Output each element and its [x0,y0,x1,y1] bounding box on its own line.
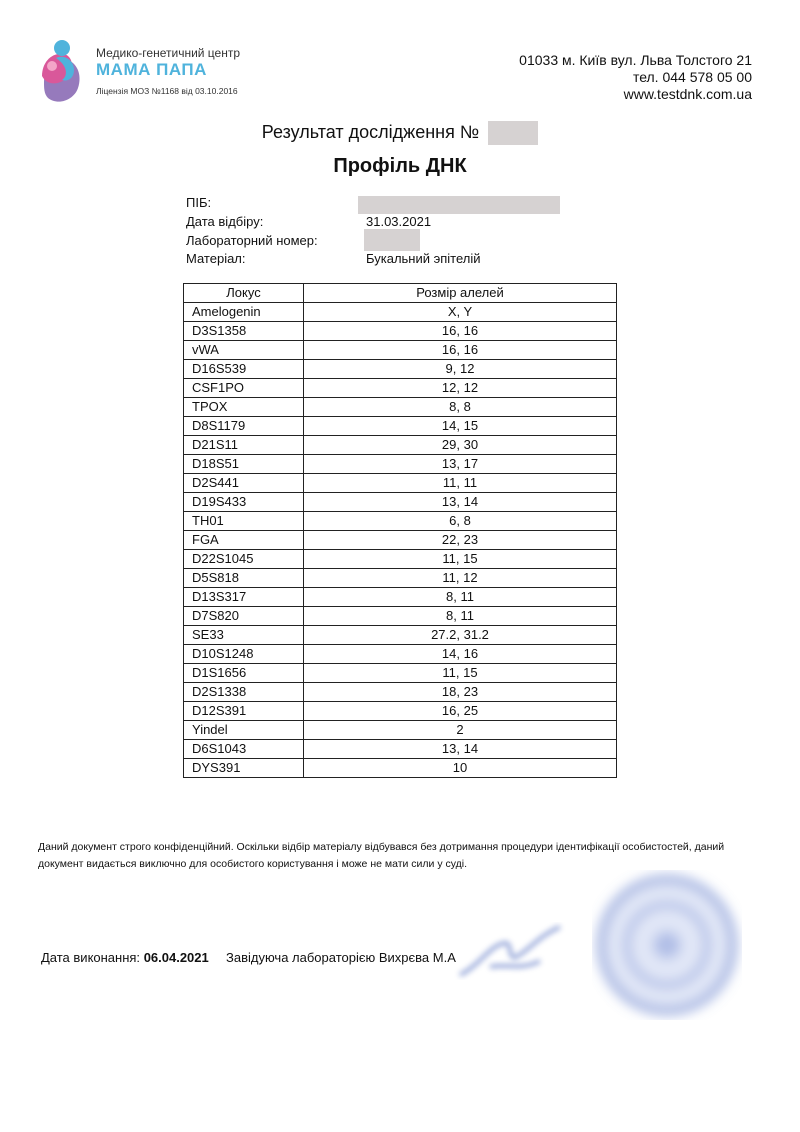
locus-column-header: Локус [184,284,304,303]
official-stamp [592,870,742,1020]
allele-column-header: Розмір алелей [304,284,617,303]
locus-cell: D7S820 [184,607,304,626]
allele-cell: 13, 17 [304,455,617,474]
lab-head-line: Завідуюча лабораторією Вихрєва М.А [226,950,456,965]
allele-cell: 11, 15 [304,664,617,683]
confidentiality-disclaimer: Даний документ строго конфіденційний. Оскільки відбір матеріалу відбувався без дотримання процедури ідентифікації особистостей, даний документ видається виключно для особистого користування і може не мати сили у суді. [38,841,725,870]
table-row [184,569,617,588]
locus-cell: CSF1PO [184,379,304,398]
table-row [184,341,617,360]
table-row [184,550,617,569]
allele-cell: 8, 11 [304,607,617,626]
table-row [184,531,617,550]
result-title [0,121,800,145]
allele-cell: 10 [304,759,617,778]
table-row [184,360,617,379]
address-line: 01033 м. Київ вул. Льва Толстого 21 [519,52,752,68]
allele-cell: X, Y [304,303,617,322]
allele-cell: 18, 23 [304,683,617,702]
completion-date: 06.04.2021 [143,950,209,965]
table-row [184,436,617,455]
allele-cell: 16, 16 [304,322,617,341]
allele-cell: 13, 14 [304,740,617,759]
allele-cell: 11, 11 [304,474,617,493]
table-row [184,683,617,702]
allele-cell: 22, 23 [304,531,617,550]
dna-profile-table [183,283,617,778]
table-row [184,417,617,436]
locus-cell: D22S1045 [184,550,304,569]
locus-cell: TPOX [184,398,304,417]
locus-cell: D6S1043 [184,740,304,759]
locus-cell: FGA [184,531,304,550]
allele-cell: 16, 25 [304,702,617,721]
table-body [184,303,617,778]
allele-cell: 14, 16 [304,645,617,664]
allele-cell: 9, 12 [304,360,617,379]
completion-label: Дата виконання: [41,950,141,965]
table-row [184,398,617,417]
logo-name: МАМА ПАПА [96,60,207,79]
table-row [184,759,617,778]
locus-cell: SE33 [184,626,304,645]
locus-cell: D21S11 [184,436,304,455]
table-row [184,588,617,607]
website-line: www.testdnk.com.ua [623,86,752,102]
allele-cell: 8, 8 [304,398,617,417]
locus-cell: TH01 [184,512,304,531]
locus-cell: Yindel [184,721,304,740]
completion-date-line [41,950,209,965]
table-row [184,322,617,341]
table-row [184,474,617,493]
result-title-text: Результат дослідження № [261,121,480,142]
table-row [184,721,617,740]
locus-cell: D5S818 [184,569,304,588]
locus-cell: D16S539 [184,360,304,379]
mother-child-logo-icon [38,36,94,108]
date-value: 31.03.2021 [366,214,432,229]
phone-line: тел. 044 578 05 00 [632,69,752,85]
table-row [184,379,617,398]
material-value: Букальний эпітелій [366,251,481,266]
clinic-logo [38,36,253,108]
locus-cell: DYS391 [184,759,304,778]
table-row [184,493,617,512]
table-row [184,303,617,322]
table-row [184,626,617,645]
allele-cell: 13, 14 [304,493,617,512]
date-label: Дата відбіру: [186,214,264,229]
allele-cell: 16, 16 [304,341,617,360]
table-row [184,455,617,474]
allele-cell: 11, 15 [304,550,617,569]
locus-cell: D18S51 [184,455,304,474]
material-label: Матеріал: [186,251,246,266]
result-number-redaction [488,121,538,145]
lab-number-label: Лабораторний номер: [186,233,318,248]
locus-cell: D12S391 [184,702,304,721]
locus-cell: D2S1338 [184,683,304,702]
table-row [184,664,617,683]
allele-cell: 12, 12 [304,379,617,398]
locus-cell: D8S1179 [184,417,304,436]
allele-cell: 8, 11 [304,588,617,607]
locus-cell: D19S433 [184,493,304,512]
locus-cell: D1S1656 [184,664,304,683]
locus-cell: D2S441 [184,474,304,493]
locus-cell: vWA [184,341,304,360]
allele-cell: 29, 30 [304,436,617,455]
logo-license: Ліцензія МОЗ №1168 від 03.10.2016 [96,86,238,96]
locus-cell: D3S1358 [184,322,304,341]
table-row [184,607,617,626]
table-row [184,740,617,759]
handwritten-signature [450,905,580,995]
table-row [184,512,617,531]
lab-number-redaction [364,229,420,251]
profile-title: Профіль ДНК [333,155,467,177]
allele-cell: 2 [304,721,617,740]
logo-subtitle: Медико-генетичний центр [96,46,241,60]
table-header-row [184,284,617,303]
locus-cell: Amelogenin [184,303,304,322]
name-label: ПІБ: [186,195,212,210]
clinic-address-block [519,52,752,103]
name-redaction [358,196,560,214]
locus-cell: D13S317 [184,588,304,607]
allele-cell: 11, 12 [304,569,617,588]
allele-cell: 14, 15 [304,417,617,436]
table-row [184,645,617,664]
table-row [184,702,617,721]
allele-cell: 6, 8 [304,512,617,531]
locus-cell: D10S1248 [184,645,304,664]
allele-cell: 27.2, 31.2 [304,626,617,645]
